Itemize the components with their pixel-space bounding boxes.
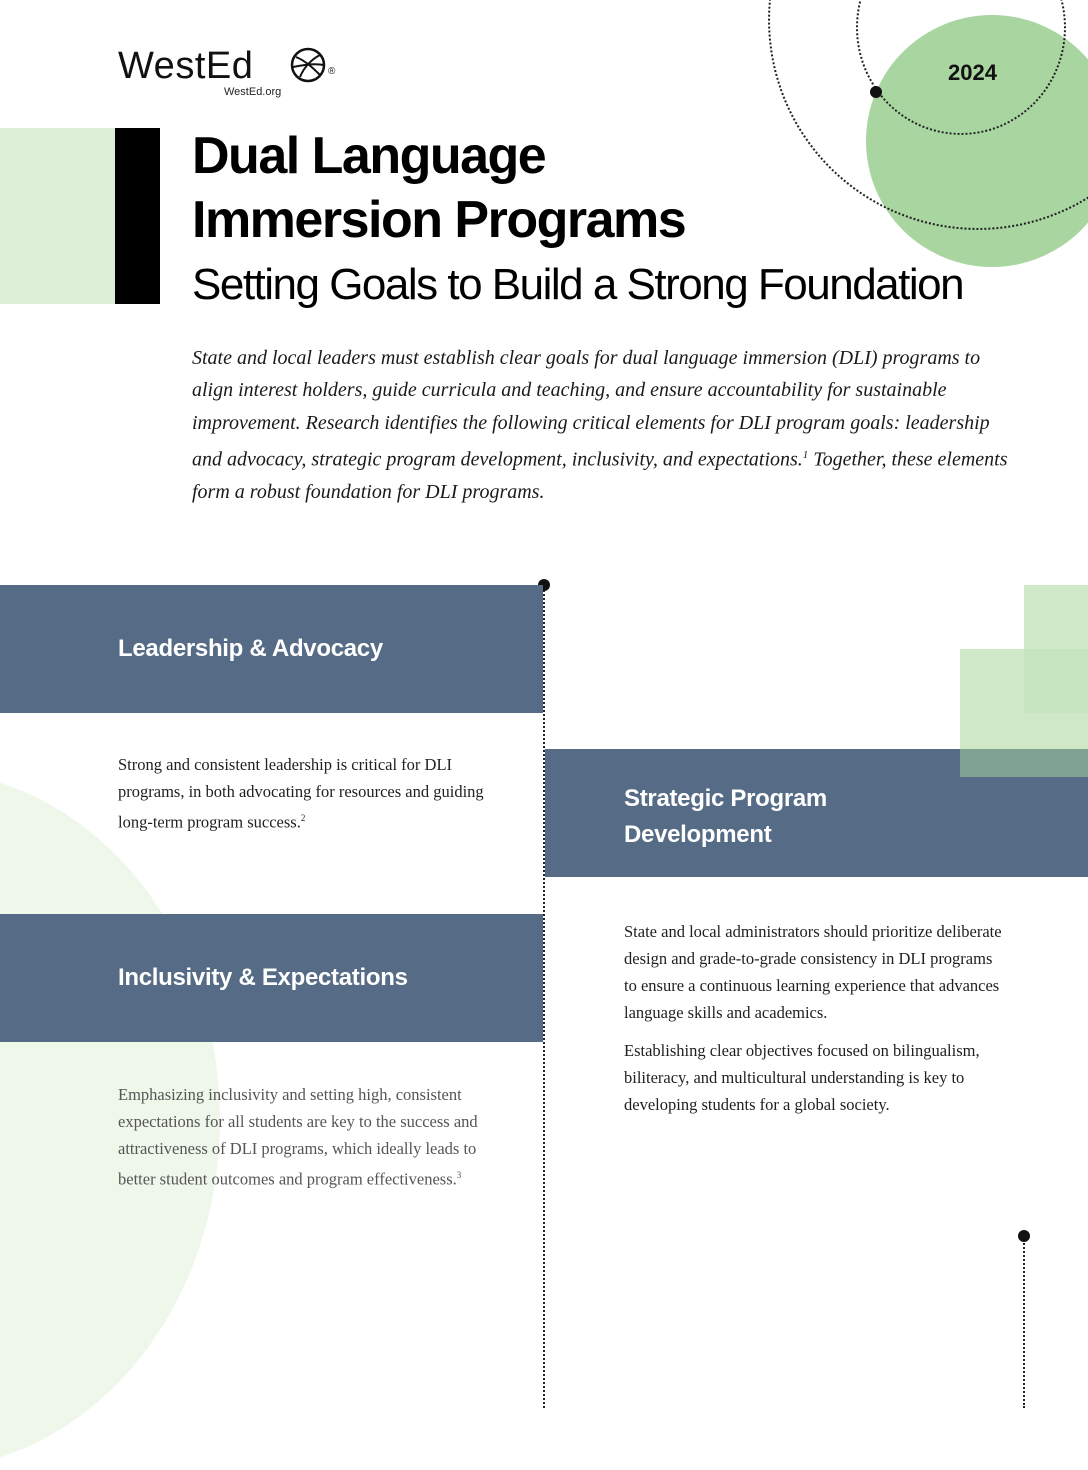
leadership-text: Strong and consistent leadership is critical for DLI programs, in both advocating for resources and guiding long-term program success. [118, 755, 484, 832]
inclusivity-title: Inclusivity & Expectations [118, 964, 408, 991]
inclusivity-header [0, 914, 543, 1042]
inclusivity-text: Emphasizing inclusivity and setting high, consistent expectations for all students are key to the success and attractiveness of DLI programs, which ideally leads to better student outcomes and program effectiveness. [118, 1085, 478, 1189]
green-square-overlap [960, 749, 1088, 777]
registered-mark: ® [328, 66, 336, 77]
year-label: 2024 [948, 60, 997, 85]
strategic-title-line-2: Development [624, 821, 772, 848]
strategic-body-2: Establishing clear objectives focused on bilingualism, biliteracy, and multicultural understanding is key to developing students for a global society. [624, 1041, 980, 1114]
intro-text: State and local leaders must establish clear goals for dual language immersion (DLI) programs to align interest holders, guide curricula and teaching, and ensure accountability for sustainable improvement. Research identifies the following critical elements for DLI program goals: leadership and advocacy, strategic program development, inclusivity, and expectations. [192, 347, 990, 471]
title-accent-bar [115, 128, 160, 304]
strategic-title [624, 781, 827, 853]
intro-paragraph [192, 342, 1012, 509]
dot-marker [870, 86, 882, 98]
vertical-dotted-line-right [1023, 1236, 1025, 1408]
wested-logo[interactable] [118, 44, 348, 100]
inclusivity-body [118, 1081, 493, 1193]
strategic-title-line-1: Strategic Program [624, 785, 827, 812]
footnote-ref-3[interactable]: 3 [456, 1170, 462, 1180]
left-green-rect [0, 128, 115, 304]
logo-url: WestEd.org [224, 86, 282, 98]
strategic-body-1: State and local administrators should prioritize deliberate design and grade-to-grade consistency in DLI programs to ensure a continuous learning experience that advances language skills and academics. [624, 922, 1002, 1022]
footnote-ref-1[interactable]: 1 [802, 449, 809, 462]
leadership-body [118, 751, 498, 836]
intro-text-end: Together, these elements form a robust foundation for DLI programs. [192, 448, 1008, 504]
footnote-ref-2[interactable]: 2 [300, 813, 306, 823]
vertical-dotted-line-center [543, 585, 545, 1408]
logo-wordmark: WestEd [118, 45, 254, 87]
globe-icon [290, 47, 326, 83]
page-title [192, 124, 685, 252]
title-line-1: Dual Language [192, 127, 546, 185]
leadership-title: Leadership & Advocacy [118, 635, 383, 662]
title-line-2: Immersion Programs [192, 191, 686, 249]
page-subtitle: Setting Goals to Build a Strong Foundation [192, 260, 964, 309]
dot-marker-right [1018, 1230, 1030, 1242]
leadership-header [0, 585, 543, 713]
